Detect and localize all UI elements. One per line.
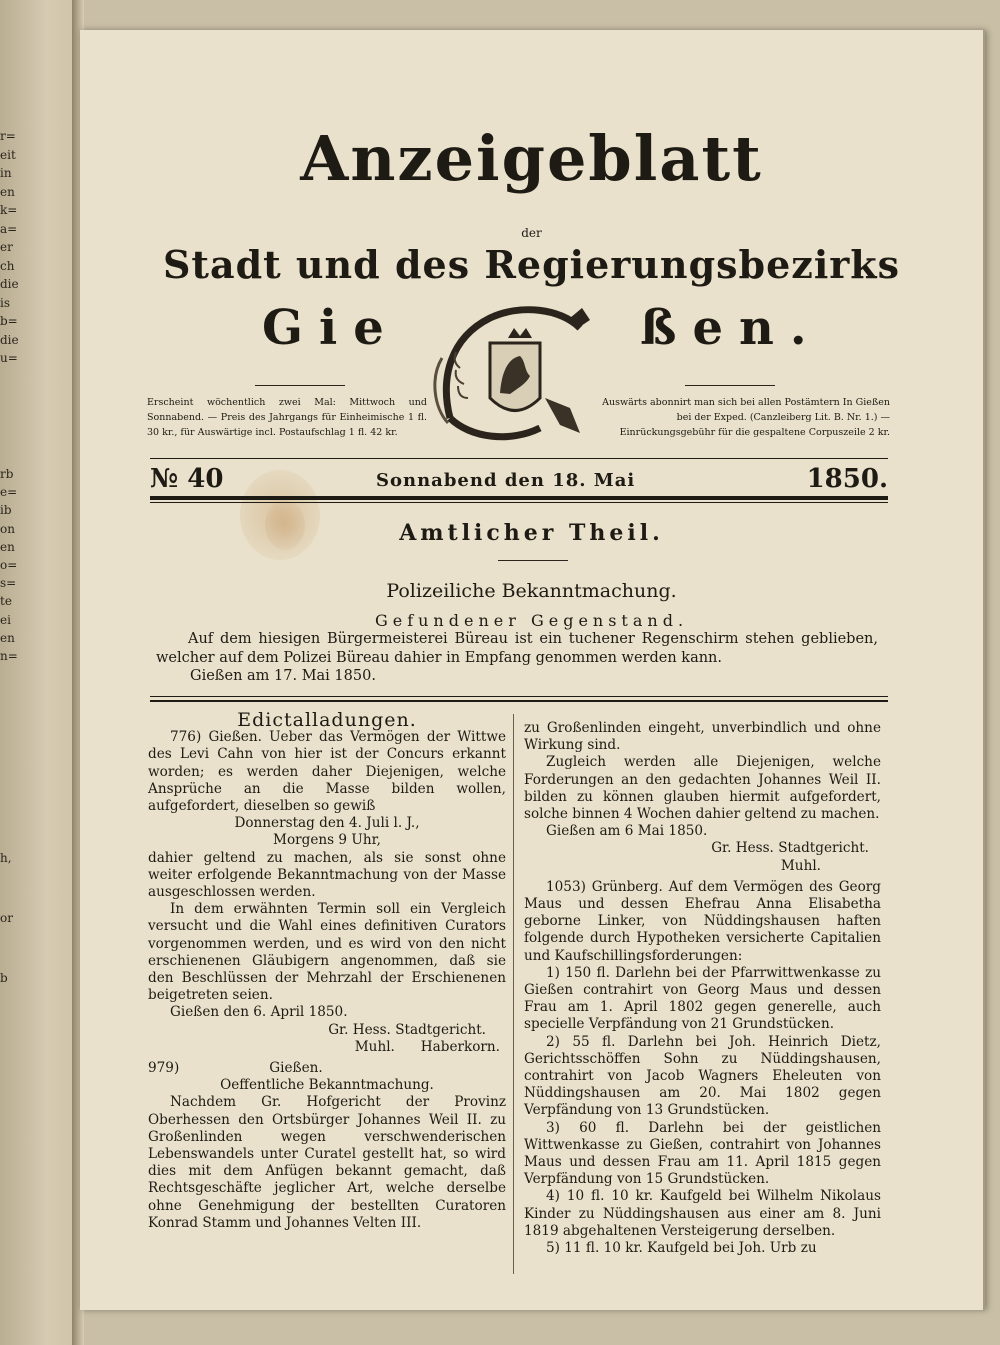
notice-1053-item-4: 4) 10 fl. 10 kr. Kaufgeld bei Wilhelm Nikolaus Kinder zu Nüddingshausen aus einer am 8. Juni 1819 abgehaltenen Versteigerung derselben.	[524, 1188, 881, 1239]
masthead-rule	[255, 385, 345, 386]
issue-rule-top	[150, 458, 888, 459]
notice-1053-item-1: 1) 150 fl. Darlehn bei der Pfarrwittwenkasse zu Gießen contrahirt von Georg Maus und dessen Frau am 1. April 1802 gegen generelle, auch specielle Verpfändung von 21 Grundstücken.	[524, 964, 881, 1033]
notice-979-end: zu Großenlinden eingeht, unverbindlich und ohne Wirkung sind.	[524, 720, 881, 754]
adjacent-page-text-fragment: er	[0, 240, 13, 254]
adjacent-page-text-fragment: s=	[0, 576, 17, 591]
masthead-city-left: Gie	[262, 300, 400, 356]
adjacent-page-text-fragment: ib	[0, 503, 12, 518]
newspaper-page	[80, 30, 985, 1310]
police-notice-date: Gießen am 17. Mai 1850.	[190, 668, 376, 684]
adjacent-page-text-fragment: u=	[0, 351, 18, 365]
section-divider	[150, 696, 888, 697]
notice-776-place: Gießen den 6. April 1850.	[170, 1004, 348, 1021]
issue-year: 1850.	[806, 464, 888, 494]
issue-rule-bottom	[150, 496, 888, 500]
adjacent-page-text-fragment: die	[0, 332, 19, 347]
notice-776: 776) Gießen. Ueber das Vermögen der Wittwe des Levi Cahn von hier ist der Concurs erkannt worden; es werden daher Diejenigen, welche Ansprüche an die Masse bilden wollen, aufgefordert, dieselben so gewiß	[148, 729, 506, 815]
issue-date: Sonnabend den 18. Mai	[376, 470, 636, 491]
masthead-subtitle: Stadt und des Regierungsbezirks	[162, 242, 901, 287]
right-column	[524, 720, 881, 1257]
section-divider-thick	[150, 700, 888, 702]
section-rule	[498, 560, 568, 561]
police-notice-heading: Polizeiliche Bekanntmachung.	[386, 580, 677, 602]
notice-776-court: Gr. Hess. Stadtgericht.	[328, 1021, 486, 1038]
masthead-city-right: ßen.	[640, 300, 823, 356]
notice-776-time: Morgens 9 Uhr,	[273, 832, 381, 849]
notice-1053-item-3: 3) 60 fl. Darlehn bei der geistlichen Wittwenkasse zu Gießen, contrahirt von Johannes Maus und dessen Frau am 11. April 1815 gegen Verpfändung von 15 Grundstücken.	[524, 1119, 881, 1188]
notice-979-summons: Zugleich werden alle Diejenigen, welche Forderungen an den gedachten Johannes Weil II. bilden zu können glauben hiermit aufgefordert, solche binnen 4 Wochen dahier geltend zu machen.	[524, 754, 881, 823]
notice-1053: 1053) Grünberg. Auf dem Vermögen des Georg Maus und dessen Ehefrau Anna Elisabetha geborne Linker, von Nüddingshausen haften folgende durch Hypotheken versicherte Capitalien und Kaufschillingsforderungen:	[524, 878, 881, 964]
adjacent-page-text-fragment: b=	[0, 314, 18, 328]
adjacent-page-text-fragment: or	[0, 911, 13, 925]
adjacent-page-text-fragment: en	[0, 184, 15, 199]
adjacent-page-text-fragment: ei	[0, 612, 11, 627]
adjacent-page-text-fragment: ch	[0, 258, 15, 273]
adjacent-page-text-fragment: is	[0, 295, 10, 310]
masthead-title: Anzeigeblatt	[300, 122, 763, 195]
adjacent-page-text-fragment: en	[0, 630, 15, 645]
notice-979-heading: Oeffentliche Bekanntmachung.	[220, 1077, 434, 1094]
adjacent-page-text-fragment: e=	[0, 485, 18, 500]
notice-979-court: Gr. Hess. Stadtgericht.	[711, 840, 869, 857]
adjacent-page-text-fragment: b	[0, 971, 8, 985]
adjacent-page-text-fragment: n=	[0, 649, 18, 663]
issue-rule-bottom-thin	[150, 502, 888, 503]
adjacent-page-text-fragment: eit	[0, 147, 16, 162]
adjacent-page-text-fragment: h,	[0, 851, 12, 865]
issue-bar	[150, 462, 888, 496]
subscription-info-right: Auswärts abonnirt man sich bei allen Postämtern In Gießen bei der Exped. (Canzleiberg Lit. B. Nr. 1.) — Einrückungsgebühr für die gespaltene Corpuszeile 2 kr.	[602, 397, 890, 438]
notice-1053-item-5: 5) 11 fl. 10 kr. Kaufgeld bei Joh. Urb zu	[546, 1240, 817, 1257]
adjacent-page-text-fragment: on	[0, 521, 15, 536]
adjacent-page-text-fragment: r=	[0, 129, 16, 143]
issue-number: № 40	[150, 464, 224, 494]
adjacent-page-text-fragment: k=	[0, 203, 18, 217]
adjacent-page-text-fragment: die	[0, 277, 19, 291]
adjacent-page-text-fragment: en	[0, 539, 15, 554]
notice-979-signatory: Muhl.	[780, 857, 821, 874]
notice-979-body: Nachdem Gr. Hofgericht der Provinz Oberhessen den Ortsbürger Johannes Weil II. zu Großenlinden wegen verschwenderischen Lebenswandels unter Curatel gestellt hat, so wird dies mit dem Anfügen bekannt gemacht, daß Rechtsgeschäfte jeglicher Art, welche derselbe ohne Genehmigung der bestellten Curatoren Konrad Stamm und Johannes Velten III.	[148, 1094, 506, 1231]
notice-776-continuation: dahier geltend zu machen, als sie sonst ohne weiter erfolgende Bekanntmachung von der Masse ausgeschlossen werden.	[148, 849, 506, 901]
notice-1053-item-2: 2) 55 fl. Darlehn bei Joh. Heinrich Dietz, Gerichtsschöffen Sohn zu Nüddingshausen, contrahirt von Jacob Wagners Eheleuten von Nüddingshausen am 20. Mai 1802 gegen Verpfändung von 13 Grundstücken.	[524, 1033, 881, 1119]
left-column	[148, 709, 506, 1232]
notice-776-signatories: Muhl. Haberkorn.	[354, 1038, 500, 1055]
adjacent-page-text-fragment: te	[0, 594, 12, 609]
adjacent-page-edge	[0, 0, 78, 1345]
notice-776-date: Donnerstag den 4. Juli l. J.,	[234, 815, 420, 832]
masthead-der: der	[521, 226, 542, 240]
adjacent-page-text-fragment: rb	[0, 467, 14, 481]
notice-979-number: 979)	[148, 1060, 180, 1077]
subscription-info-left: Erscheint wöchentlich zwei Mal: Mittwoch und Sonnabend. — Preis des Jahrgangs für Einheimische 1 fl. 30 kr., für Auswärtige incl. Postaufschlag 1 fl. 42 kr.	[147, 397, 427, 438]
notice-776-term: In dem erwähnten Termin soll ein Vergleich versucht und die Wahl eines definitiven Curators vorgenommen werden, und es wird von den nicht erschienenen Gläubigern angenommen, daß sie den Beschlüssen der Mehrzahl der Erschienenen beigetreten seien.	[148, 901, 506, 1004]
section-title: Amtlicher Theil.	[399, 520, 664, 546]
notice-979-date: Gießen am 6 Mai 1850.	[546, 823, 708, 840]
police-notice-subheading: Gefundener Gegenstand.	[374, 611, 689, 630]
masthead-rule	[685, 385, 775, 386]
police-notice-body: Auf dem hiesigen Bürgermeisterei Büreau ist ein tuchener Regenschirm stehen geblieben, welcher auf dem Polizei Büreau dahier in Empfang genommen werden kann.	[156, 631, 878, 666]
notice-979-place: Gießen.	[269, 1060, 323, 1077]
coat-of-arms-emblem	[430, 298, 600, 446]
adjacent-page-text-fragment: a=	[0, 221, 18, 236]
column-divider	[513, 714, 514, 1274]
edictal-title: Edictalladungen.	[237, 709, 417, 731]
adjacent-page-text-fragment: o=	[0, 558, 18, 572]
adjacent-page-text-fragment: in	[0, 166, 12, 180]
